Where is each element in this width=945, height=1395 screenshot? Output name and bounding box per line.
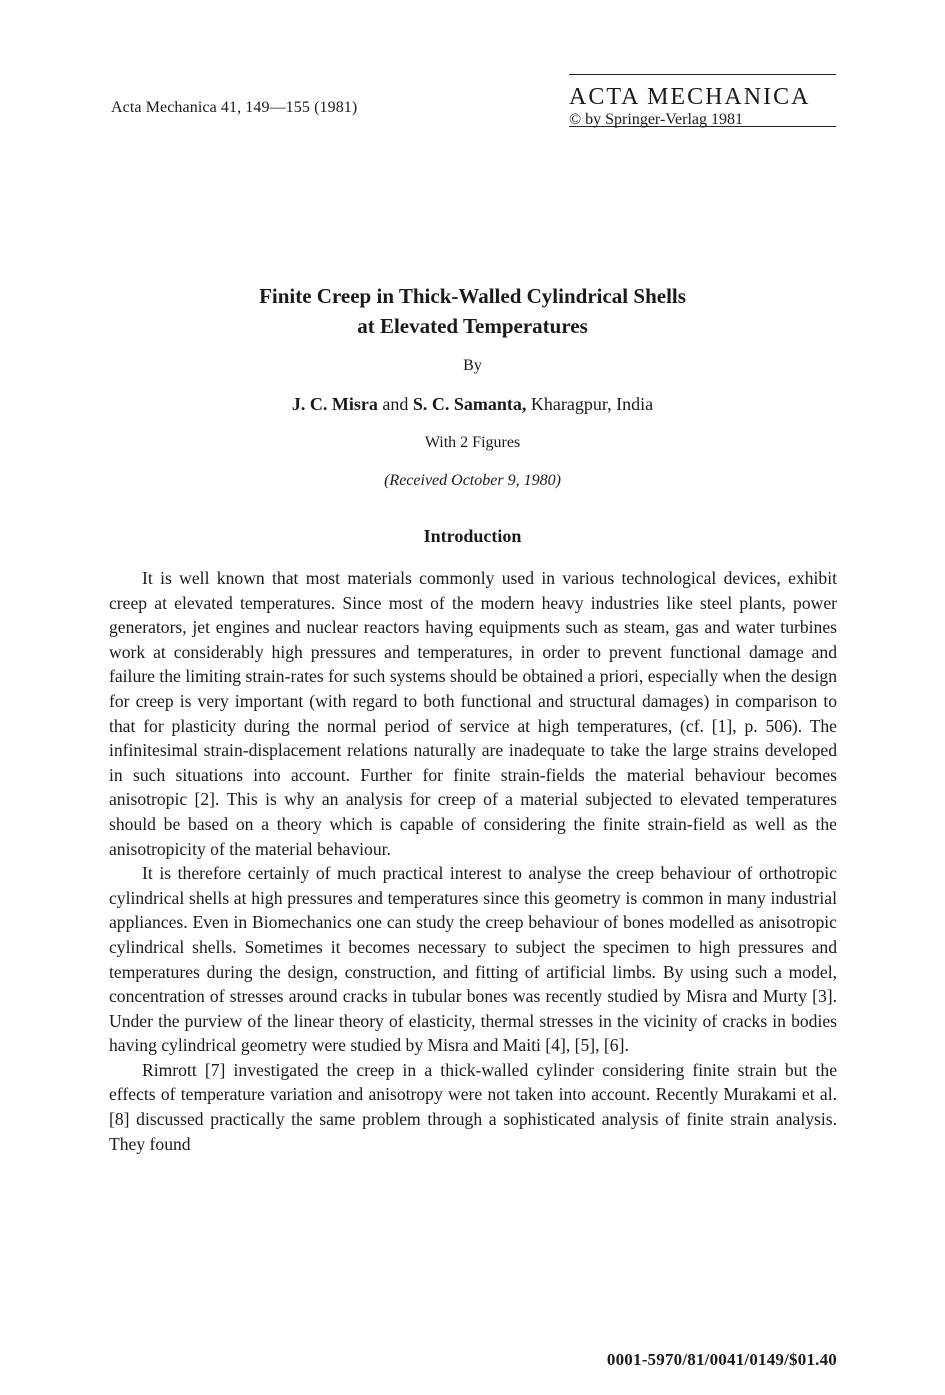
figures-note: With 2 Figures (424, 434, 521, 451)
author-2: S. C. Samanta, (412, 394, 527, 414)
journal-copyright: © by Springer-Verlag 1981 (569, 111, 744, 128)
journal-masthead (569, 74, 836, 127)
article-title-line-1: Finite Creep in Thick-Walled Cylindrical Shells (259, 284, 686, 308)
article-title (0, 281, 945, 341)
introduction-body (109, 566, 837, 1156)
journal-name: ACTA MECHANICA (569, 84, 811, 110)
paragraph-2: It is therefore certainly of much practical interest to analyse the creep behaviour of orthotropic cylindrical shells at high pressures and temperatures since this geometry is common in many industrial appliances. Even in Biomechanics one can study the creep behaviour of bones modelled as anisotropic cylindrical shells. Sometimes it becomes necessary to subject the specimen to high pressures and temperatures during the design, construction, and fitting of artificial limbs. By using such a model, concentration of stresses around cracks in tubular bones was recently studied by Misra and Murty [3]. Under the purview of the linear theory of elasticity, thermal stresses in the vicinity of cracks in bodies having cylindrical geometry were studied by Misra and Maiti [4], [5], [6]. (109, 863, 837, 1056)
journal-citation: Acta Mechanica 41, 149—155 (1981) (111, 99, 358, 116)
received-date: (Received October 9, 1980) (384, 472, 561, 489)
author-conjunction: and (382, 394, 409, 414)
author-1: J. C. Misra (291, 394, 378, 414)
author-line (0, 394, 945, 415)
section-heading-introduction: Introduction (423, 526, 522, 546)
footer-article-code: 0001-5970/81/0041/0149/$01.40 (606, 1350, 837, 1369)
article-title-line-2: at Elevated Temperatures (357, 314, 588, 338)
byline-label: By (463, 357, 482, 374)
paragraph-3: Rimrott [7] investigated the creep in a thick-walled cylinder considering finite strain but the effects of temperature variation and anisotropy were not taken into account. Recently Murakami et al. [8] discussed practically the same problem through a sophisticated analysis of finite strain analysis. They found (109, 1059, 837, 1154)
author-location: Kharagpur, India (530, 394, 654, 414)
paragraph-1: It is well known that most materials commonly used in various technological devices, exhibit creep at elevated temperatures. Since most of the modern heavy industries like steel plants, power generators, jet engines and nuclear reactors having equipments such as steam, gas and water turbines work at considerably high pressures and temperatures, in order to prevent functional damage and failure the limiting strain-rates for such systems should be obtained a priori, especially when the design for creep is very important (with regard to both functional and structural damages) in comparison to that for plasticity during the normal period of service at high temperatures, (cf. [1], p. 506). The infinitesimal strain-displacement relations naturally are inadequate to take the large strains developed in such situations into account. Further for finite strain-fields the material behaviour becomes anisotropic [2]. This is why an analysis for creep of a material subjected to elevated temperatures should be based on a theory which is capable of considering the finite strain-field as well as the anisotropicity of the material behaviour. (109, 568, 837, 859)
